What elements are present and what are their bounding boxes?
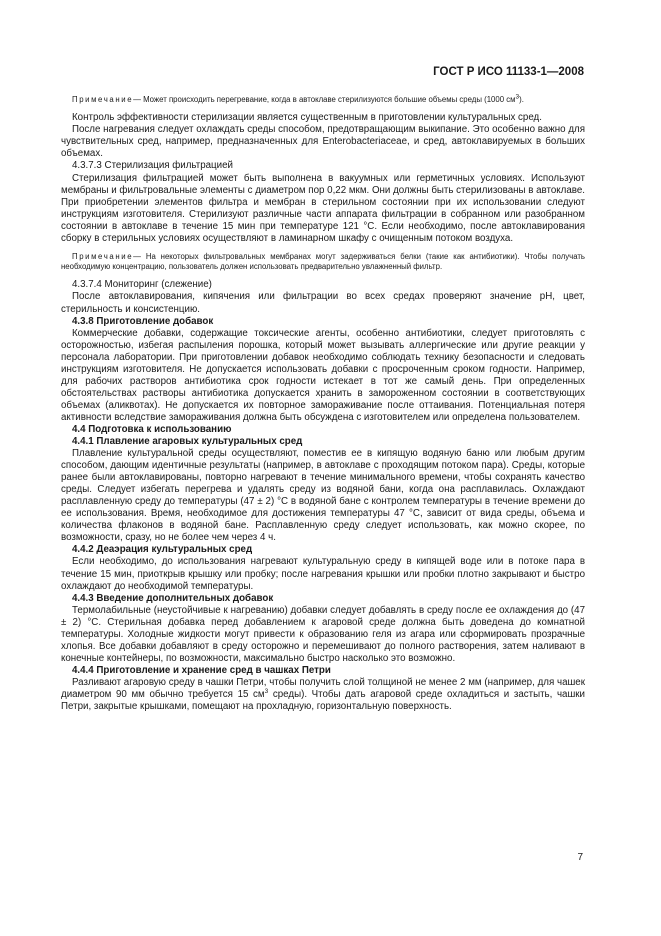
paragraph-supplements: Коммерческие добавки, содержащие токсические агенты, особенно антибиотики, следует приготовлять с осторожностью, избегая распыления порошка, который может вызывать аллергические или другие реакции у персонала лаборатории. При приготовлении добавок необходимо соблюдать технику безопасности и следовать инструкциям изготовителя. Не допускается использовать добавки с просроченным сроком годности. Например, для рабочих растворов антибиотика срок годности истекает в тот же самый день. При определенных обстоятельствах растворы антибиотика допускается хранить в замороженном состоянии в соответствующих объемах (аликвотах). Не допускается их повторное замораживание после оттаивания. Потенциальная потеря активности вследствие замораживания должна быть обсуждена с изготовителем или определена пользователем. — [61, 327, 585, 423]
paragraph-melting: Плавление культуральной среды осуществляют, поместив ее в кипящую водяную баню или любым другим способом, дающим идентичные результаты (например, в автоклаве с проходящим потоком пара). Среды, которые ранее были автоклавированы, повторно нагревают в течение минимального времени, чтобы сохранять качество среды. Следует избегать перегрева и удалять среду из водяной бани, когда она расплавилась. Охлаждают расплавленную среду до температуры (47 ± 2) °С в водяной бане с контролем температуры в течение времени до ее использования. Время, необходимое для достижения температуры 47 °С, зависит от вида среды, объема и количества флаконов в водяной бане. Расплавленную среду следует использовать, как можно скорее, по возможности, сразу, но не более чем через 4 ч. — [61, 448, 585, 544]
section-4373-title: 4.3.7.3 Стерилизация фильтрацией — [72, 160, 233, 172]
paragraph-sterilization-control: Контроль эффективности стерилизации является существенным в приготовлении культуральных сред. — [72, 112, 542, 124]
note-text: — Может происходить перегревание, когда в автоклаве стерилизуются большие объемы среды (1000 см — [133, 95, 516, 104]
section-444-title: 4.4.4 Приготовление и хранение сред в чашках Петри — [72, 664, 331, 676]
paragraph-monitoring: После автоклавирования, кипячения или фильтрации во всех средах проверяют значение pH, цвет, стерильность и консистенцию. — [61, 291, 585, 315]
note-filter-membranes — [61, 252, 585, 273]
note-superscript: 3 — [515, 93, 520, 101]
note-text: — На некоторых фильтровальных мембранах могут задерживаться белки (такие как антибиотики). Чтобы получать необходимую концентрацию, пользователь должен использовать предварительно увлажненный фильтр. — [61, 251, 585, 272]
section-438-title: 4.3.8 Приготовление добавок — [72, 315, 214, 327]
page-content — [61, 95, 585, 713]
paragraph-petri-dishes — [61, 677, 585, 713]
note-label: Примечание — [72, 251, 134, 261]
note-label: Примечание — [72, 95, 134, 104]
note-overheating — [61, 95, 585, 105]
paragraph-filtration: Стерилизация фильтрацией может быть выполнена в вакуумных или герметичных условиях. Используют мембраны и фильтровальные элементы с диаметром пор 0,22 мкм. Они должны быть стерилизованы в автоклаве. При приобретении элементов фильтра и мембран в стерильном состоянии при их использовании следуют инструкциям изготовителя. Стерилизуют различные части аппарата фильтрации в собранном или разобранном состоянии в автоклаве в течение 15 мин при температуре 121 °С. Если необходимо, после автоклавирования сборку в стерильных условиях осуществляют в ламинарном шкафу с очищенным потоком воздуха. — [61, 172, 585, 244]
petri-tail: среды). Чтобы дать агаровой среде охладиться и застыть, чашки Петри, закрытые крышками, помещают на прохладную, горизонтальную поверхность. — [61, 689, 585, 713]
section-443-title: 4.4.3 Введение дополнительных добавок — [72, 592, 274, 604]
paragraph-additives: Термолабильные (неустойчивые к нагреванию) добавки следует добавлять в среду после ее охлаждения до (47 ± 2) °С. Стерильная добавка перед добавлением к агаровой среде должна быть доведена до комнатной температуры. Холодные жидкости могут привести к образованию геля из агара или сформировать прозрачные хлопья. Все добавки добавляют в среду осторожно и перемешивают до полного растворения, затем наливают в конечные контейнеры, по возможности, максимально быстро насколько это возможно. — [61, 604, 585, 664]
section-4374-title: 4.3.7.4 Мониторинг (слежение) — [72, 279, 212, 291]
section-442-title: 4.4.2 Деаэрация культуральных сред — [72, 544, 253, 556]
section-441-title: 4.4.1 Плавление агаровых культуральных сред — [72, 436, 303, 448]
page-number: 7 — [577, 852, 583, 863]
paragraph-deaeration: Если необходимо, до использования нагревают культуральную среду в кипящей воде или в потоке пара в течение 15 мин, приоткрыв крышку или пробку; после нагревания крышки или пробки плотно закрывают и быстро охлаждают до необходимой температуры. — [61, 556, 585, 592]
section-44-title: 4.4 Подготовка к использованию — [72, 423, 232, 435]
document-header: ГОСТ Р ИСО 11133-1—2008 — [433, 66, 584, 78]
note-tail: ). — [519, 95, 524, 104]
paragraph-cooling: После нагревания следует охлаждать среды способом, предотвращающим выкипание. Это особенно важно для чувствительных сред, например, предназначенных для Enterobacteriaceae, и сред, автоклавируемых в больших объемах. — [61, 124, 585, 160]
petri-text: Разливают агаровую среду в чашки Петри, чтобы получить слой толщиной не менее 2 мм (например, для чашек диаметром 90 мм обычно требуется 15 см — [61, 676, 585, 700]
petri-superscript: 3 — [264, 687, 269, 695]
